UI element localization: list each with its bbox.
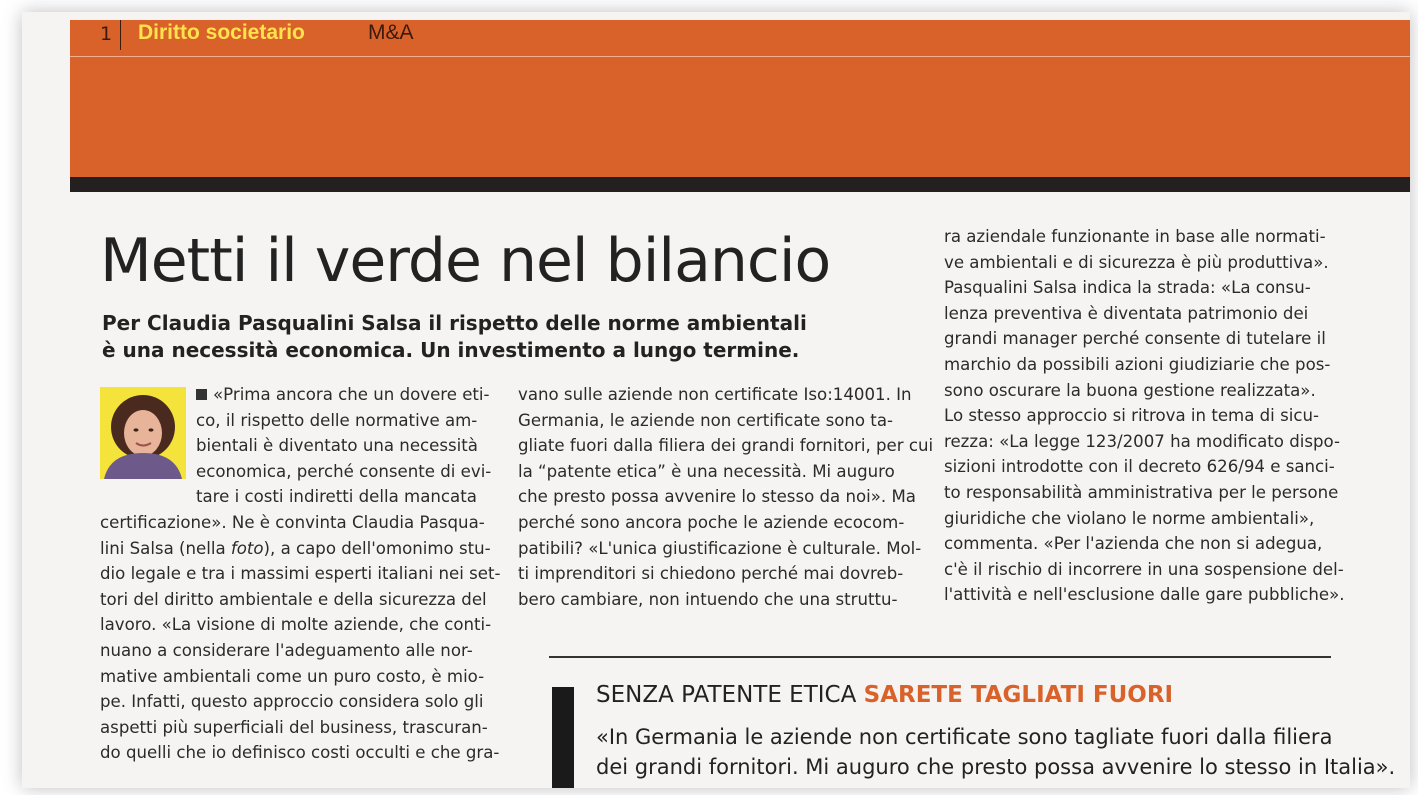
- text-line: sono oscurare la buona gestione realizzata».: [944, 380, 1316, 400]
- article-subheadline: [102, 310, 872, 364]
- article-headline: Metti il verde nel bilancio: [100, 226, 831, 296]
- text-line: bero cambiare, non intuendo che una struttu-: [518, 589, 898, 609]
- text-line: perché sono ancora poche le aziende ecocom-: [518, 512, 905, 532]
- text-line: pe. Infatti, questo approccio considera solo gli: [100, 692, 484, 712]
- text-fragment: lini Salsa (nella: [100, 538, 231, 558]
- text-line: la “patente etica” è una necessità. Mi auguro: [518, 461, 895, 481]
- subhead-line: è una necessità economica. Un investimento a lungo termine.: [102, 338, 800, 362]
- text-line: l'attività e nell'esclusione dalle gare pubbliche».: [944, 585, 1345, 605]
- text-line: [100, 382, 510, 408]
- paragraph-marker-icon: [196, 389, 207, 400]
- text-line: rezza: «La legge 123/2007 ha modificato dispo-: [944, 431, 1340, 451]
- text-line: sizioni introdotte con il decreto 626/94 e sanci-: [944, 457, 1335, 477]
- subhead-line: Per Claudia Pasqualini Salsa il rispetto delle norme ambientali: [102, 311, 807, 335]
- text-line: lenza preventiva è diventata patrimonio dei: [944, 303, 1309, 323]
- text-line: co, il rispetto delle normative am-: [196, 410, 478, 430]
- article-column-1: [100, 382, 510, 766]
- text-line: che presto possa avvenire lo stesso da noi». Ma: [518, 487, 916, 507]
- text-line: economica, perché consente di evi-: [196, 461, 492, 481]
- text-line: tori del diritto ambientale e della sicurezza del: [100, 589, 487, 609]
- italic-fragment: foto: [230, 538, 264, 558]
- text-line: marchio da possibili azioni giudiziarie che pos-: [944, 354, 1331, 374]
- text-line: ti imprenditori si chiedono perché mai dovreb-: [518, 564, 904, 584]
- pullquote-label-text: SENZA PATENTE ETICA: [596, 682, 857, 708]
- text-line: gliate fuori dalla filiera dei grandi fornitori, per cui: [518, 436, 934, 456]
- section-title: Diritto societario: [138, 21, 305, 44]
- text-line: tare i costi indiretti della mancata: [196, 487, 477, 507]
- pullquote-line: dei grandi fornitori. Mi auguro che presto possa avvenire lo stesso in Italia».: [596, 755, 1396, 779]
- magazine-page: [22, 12, 1410, 788]
- text-line: dio legale e tra i massimi esperti italiani nei set-: [100, 564, 501, 584]
- text-line: [100, 536, 510, 562]
- text-line: commenta. «Per l'azienda che non si adegua,: [944, 534, 1323, 554]
- text-line: c'è il rischio di incorrere in una sospensione del-: [944, 559, 1344, 579]
- text-line: bientali è diventato una necessità: [196, 436, 478, 456]
- text-line: Pasqualini Salsa indica la strada: «La consu-: [944, 278, 1311, 298]
- text-line: ra aziendale funzionante in base alle normati-: [944, 227, 1326, 246]
- text-line-content: «Prima ancora che un dovere eti-: [213, 385, 490, 404]
- text-line: grandi manager perché consente di tutelare il: [944, 329, 1326, 349]
- text-line: Lo stesso approccio si ritrova in tema di sicu-: [944, 406, 1319, 426]
- pullquote-label: [596, 682, 1173, 708]
- text-line: certificazione». Ne è convinta Claudia Pasqua-: [100, 512, 485, 532]
- text-line: nuano a considerare l'adeguamento alle nor-: [100, 640, 473, 660]
- text-line: ve ambientali e di sicurezza è più produttiva».: [944, 252, 1329, 272]
- article-column-3: [944, 224, 1360, 608]
- text-line: Germania, le aziende non certificate sono ta-: [518, 410, 893, 430]
- page-number: 1: [100, 23, 113, 45]
- pullquote-highlight: SARETE TAGLIATI FUORI: [863, 682, 1174, 708]
- text-line: giuridiche che violano le norme ambientali»,: [944, 508, 1315, 528]
- text-line: do quelli che io definisco costi occulti e che gra-: [100, 743, 500, 763]
- pullquote-text: [596, 722, 1396, 782]
- text-line: vano sulle aziende non certificate Iso:14001. In: [518, 385, 912, 404]
- text-line: aspetti più superficiali del business, trascuran-: [100, 717, 488, 737]
- pullquote-bar: [552, 687, 574, 788]
- section-subtitle: M&A: [368, 21, 414, 44]
- section-separator: [120, 20, 121, 50]
- text-fragment: ), a capo dell'omonimo stu-: [263, 538, 491, 558]
- pullquote-line: «In Germania le aziende non certificate sono tagliate fuori dalla filiera: [596, 725, 1333, 749]
- text-line: lavoro. «La visione di molte aziende, che conti-: [100, 615, 492, 635]
- pullquote-rule: [549, 656, 1331, 658]
- article-column-2: [518, 382, 934, 612]
- text-line: mative ambientali come un puro costo, è mio-: [100, 666, 485, 686]
- banner-dark-strip: [70, 177, 1410, 192]
- banner-rule: [70, 56, 1410, 57]
- text-line: patibili? «L'unica giustificazione è culturale. Mol-: [518, 538, 922, 558]
- text-line: to responsabilità amministrativa per le persone: [944, 482, 1339, 502]
